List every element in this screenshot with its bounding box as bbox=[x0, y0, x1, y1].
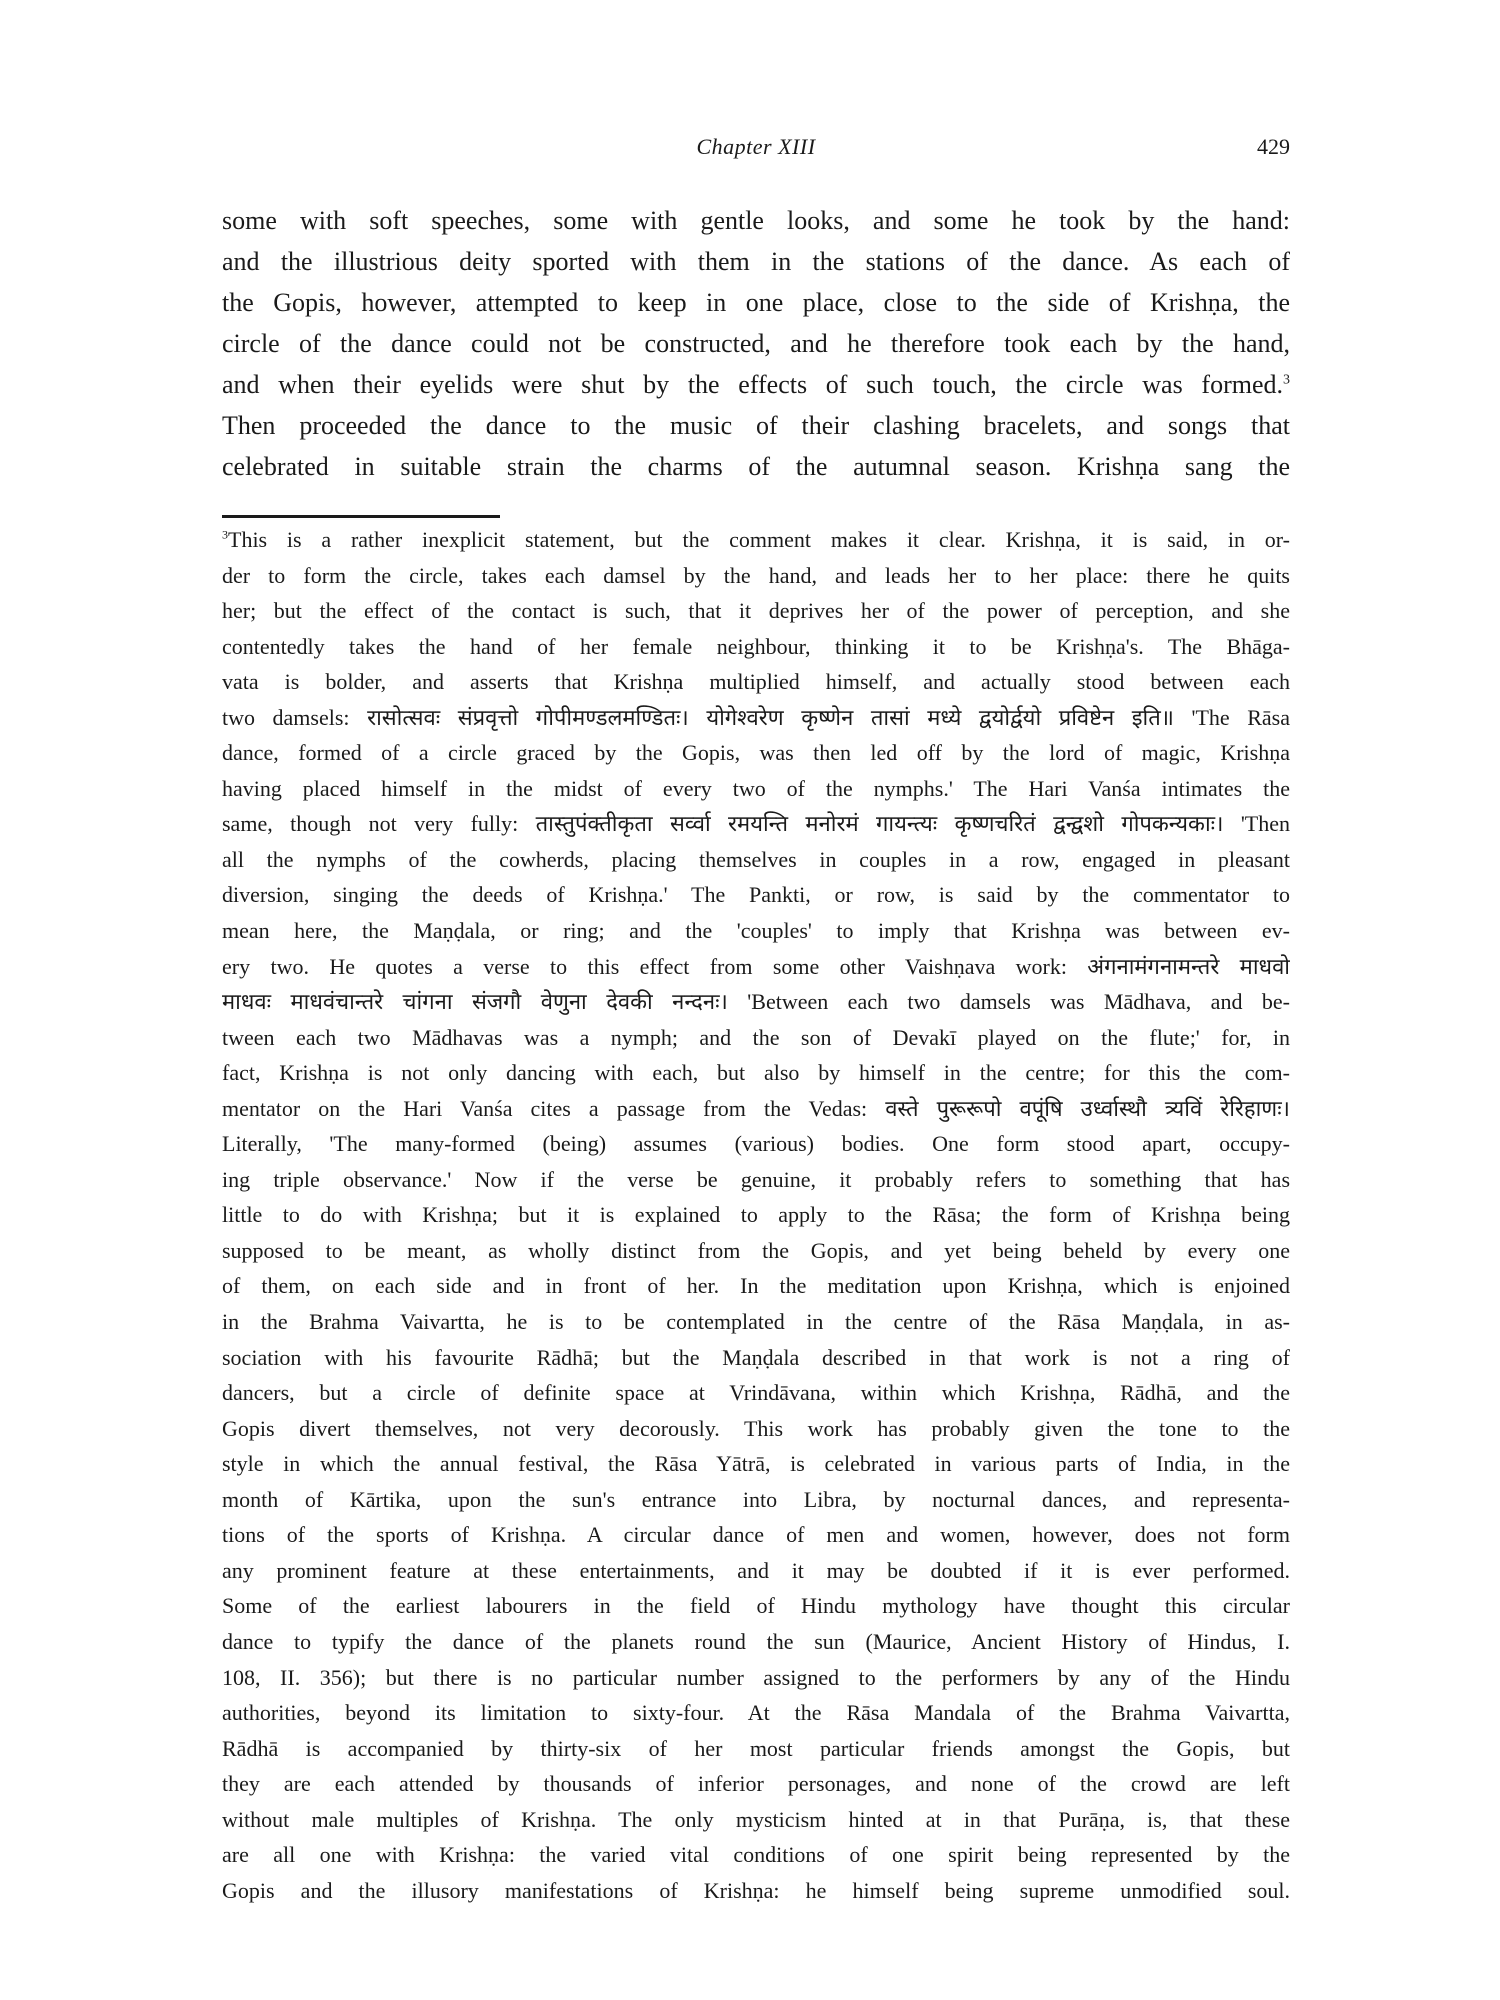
main-text-line: and when their eyelids were shut by the effects of such touch, the circle was formed.$^3$ bbox=[222, 370, 1290, 399]
main-text-line: the Gopis, however, attempted to keep in one place, close to the side of Krishṇa, the bbox=[222, 288, 1290, 317]
footnote-line: supposed to be meant, as wholly distinct from the Gopis, and yet being beheld by every one bbox=[222, 1237, 1290, 1263]
main-text-line: some with soft speeches, some with gentle looks, and some he took by the hand: bbox=[222, 206, 1290, 235]
footnote-marker: 3 bbox=[222, 527, 228, 542]
footnote-line: Gopis divert themselves, not very decorously. This work has probably given the tone to the bbox=[222, 1415, 1290, 1441]
footnote-line: of them, on each side and in front of her. In the meditation upon Krishṇa, which is enjoined bbox=[222, 1273, 1290, 1299]
running-head: Chapter XIII bbox=[696, 134, 816, 159]
footnote-line: dance to typify the dance of the planets round the sun (Maurice, Ancient History of Hindus, I. bbox=[222, 1628, 1290, 1654]
footnote-line: without male multiples of Krishṇa. The only mysticism hinted at in that Purāṇa, is, that these bbox=[222, 1806, 1290, 1832]
footnote-line: two damsels: रासोत्सवः संप्रवृत्तो गोपीमण्डलमण्डितः। योगेश्वरेण कृष्णेन तासां मध्ये द्वयोर्द्वयो प्रविष्टेन इति॥ 'The Rāsa bbox=[222, 704, 1290, 730]
footnote-reference[interactable]: 3 bbox=[1283, 372, 1290, 388]
footnote-line: mentator on the Hari Vanśa cites a passage from the Vedas: वस्ते पुरूरूपो वपूंषि उर्ध्वास्थौ त्र्यविं रेरिहाणः। bbox=[222, 1095, 1290, 1121]
main-text-line: and the illustrious deity sported with them in the stations of the dance. As each of bbox=[222, 247, 1290, 276]
footnote-line: any prominent feature at these entertainments, and it may be doubted if it is ever performed. bbox=[222, 1557, 1290, 1583]
footnote-line: der to form the circle, takes each damsel by the hand, and leads her to her place: there he quits bbox=[222, 562, 1290, 588]
footnote-line: Gopis and the illusory manifestations of Krishṇa: he himself being supreme unmodified soul. bbox=[222, 1877, 1290, 1903]
footnote-line: style in which the annual festival, the Rāsa Yātrā, is celebrated in various parts of India, in the bbox=[222, 1451, 1290, 1477]
footnote-line: $^3$This is a rather inexplicit statement, but the comment makes it clear. Krishṇa, it is said, in or- bbox=[222, 527, 1290, 552]
footnote-line: tween each two Mādhavas was a nymph; and the son of Devakī played on the flute;' for, in bbox=[222, 1024, 1290, 1050]
footnote-line: माधवः माधवंचान्तरे चांगना संजगौ वेणुना देवकी नन्दनः। 'Between each two damsels was Mādhava, and be- bbox=[222, 989, 1290, 1015]
footnote-line: ery two. He quotes a verse to this effect from some other Vaishṇava work: अंगनामंगनामन्तरे माधवो bbox=[222, 953, 1290, 979]
footnote-line: in the Brahma Vaivartta, he is to be contemplated in the centre of the Rāsa Maṇḍala, in as- bbox=[222, 1309, 1290, 1335]
footnote-line: all the nymphs of the cowherds, placing themselves in couples in a row, engaged in pleasant bbox=[222, 846, 1290, 872]
footnote-line: dance, formed of a circle graced by the Gopis, was then led off by the lord of magic, Krishṇa bbox=[222, 740, 1290, 766]
footnote-line: little to do with Krishṇa; but it is explained to apply to the Rāsa; the form of Krishṇa being bbox=[222, 1202, 1290, 1228]
footnote-line: ing triple observance.' Now if the verse be genuine, it probably refers to something that has bbox=[222, 1166, 1290, 1192]
footnote-line: diversion, singing the deeds of Krishṇa.' The Pankti, or row, is said by the commentator to bbox=[222, 882, 1290, 908]
footnote-line: are all one with Krishṇa: the varied vital conditions of one spirit being represented by the bbox=[222, 1842, 1290, 1868]
footnote-line: sociation with his favourite Rādhā; but the Maṇḍala described in that work is not a ring of bbox=[222, 1344, 1290, 1370]
footnote-line: Rādhā is accompanied by thirty-six of her most particular friends amongst the Gopis, but bbox=[222, 1735, 1290, 1761]
footnote bbox=[222, 522, 1290, 1908]
main-body-text bbox=[222, 200, 1290, 487]
footnote-line: 108, II. 356); but there is no particular number assigned to the performers by any of the Hindu bbox=[222, 1664, 1290, 1690]
footnote-line: Literally, 'The many-formed (being) assumes (various) bodies. One form stood apart, occupy- bbox=[222, 1131, 1290, 1157]
footnote-line: her; but the effect of the contact is such, that it deprives her of the power of perception, and she bbox=[222, 598, 1290, 624]
main-text-line: circle of the dance could not be constructed, and he therefore took each by the hand, bbox=[222, 329, 1290, 358]
footnote-line: they are each attended by thousands of inferior personages, and none of the crowd are left bbox=[222, 1771, 1290, 1797]
footnote-line: contentedly takes the hand of her female neighbour, thinking it to be Krishṇa's. The Bhāga- bbox=[222, 633, 1290, 659]
footnote-line: dancers, but a circle of definite space at Vrindāvana, within which Krishṇa, Rādhā, and the bbox=[222, 1380, 1290, 1406]
footnote-line: same, though not very fully: तास्तुपंक्तीकृता सर्व्वा रमयन्ति मनोरमं गायन्त्यः कृष्णचरितं द्वन्द्वशो गोपकन्यकाः। 'Then bbox=[222, 811, 1290, 837]
footnote-line: having placed himself in the midst of every two of the nymphs.' The Hari Vanśa intimates the bbox=[222, 775, 1290, 801]
footnote-line: tions of the sports of Krishṇa. A circular dance of men and women, however, does not form bbox=[222, 1522, 1290, 1548]
footnote-line: fact, Krishṇa is not only dancing with each, but also by himself in the centre; for this the com- bbox=[222, 1060, 1290, 1086]
footnote-separator-rule bbox=[222, 515, 500, 518]
footnote-line: mean here, the Maṇḍala, or ring; and the 'couples' to imply that Krishṇa was between ev- bbox=[222, 918, 1290, 944]
main-text-line: Then proceeded the dance to the music of their clashing bracelets, and songs that bbox=[222, 411, 1290, 440]
footnote-line: Some of the earliest labourers in the field of Hindu mythology have thought this circular bbox=[222, 1593, 1290, 1619]
footnote-line: vata is bolder, and asserts that Krishṇa multiplied himself, and actually stood between each bbox=[222, 669, 1290, 695]
page-header bbox=[222, 130, 1290, 166]
page-number: 429 bbox=[1257, 134, 1290, 159]
footnote-line: authorities, beyond its limitation to sixty-four. At the Rāsa Mandala of the Brahma Vaivartta, bbox=[222, 1700, 1290, 1726]
footnote-line: month of Kārtika, upon the sun's entrance into Libra, by nocturnal dances, and representa- bbox=[222, 1486, 1290, 1512]
main-text-line: celebrated in suitable strain the charms of the autumnal season. Krishṇa sang the bbox=[222, 452, 1290, 481]
